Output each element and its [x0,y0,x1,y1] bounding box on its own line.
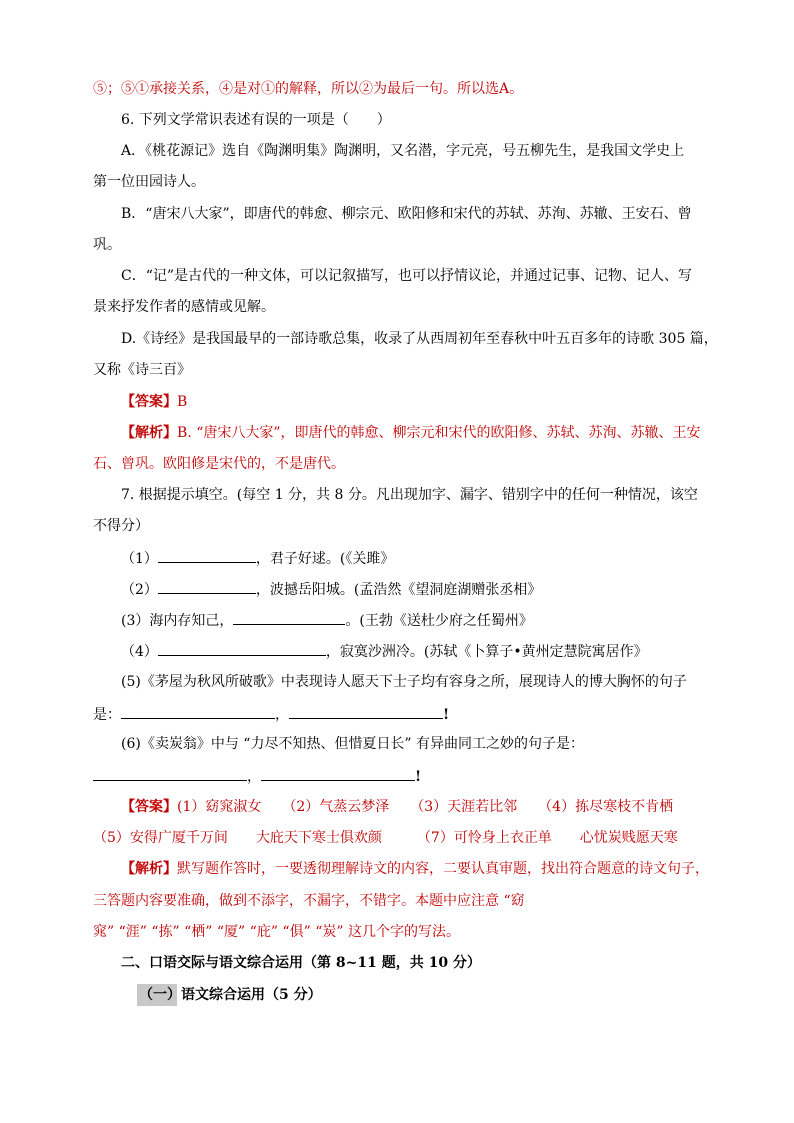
blank-2[interactable] [158,578,256,594]
q6-option-c-cont: 景来抒发作者的感情或见解。 [93,299,275,315]
analysis-text: 默写题作答时，一要透彻理解诗文的内容，二要认真审题，找出符合题意的诗文句子， [177,861,709,877]
q7-item-6-blanks [93,765,704,787]
q7-stem-cont: 不得分） [93,518,149,534]
q6-option-a-cont: 第一位田园诗人。 [93,174,205,190]
q6-option-b-cont: 巩。 [93,237,121,253]
item-number: （2） [121,582,158,598]
blank-5a[interactable] [121,703,275,719]
item-text: ，君子好逑。(《关雎》 [255,551,395,567]
exclamation: ! [415,769,422,785]
item-number: （4） [121,644,158,660]
q7-item-1 [121,547,704,569]
q7-item-3 [121,609,704,631]
blank-6a[interactable] [93,765,247,781]
sub-text: 语文综合运用（5 分） [181,987,322,1003]
q7-item-2 [121,578,704,600]
item-text: ，寂寞沙洲冷。(苏轼《卜算子•黄州定慧院寓居作》 [325,644,648,660]
q6-option-d: D.《诗经》是我国最早的一部诗歌总集，收录了从西周初年至春秋中叶五百多年的诗歌 305 篇， [121,331,718,347]
q6-analysis [121,423,704,443]
comma: ， [275,707,289,723]
analysis-tag: 【解析】 [121,425,177,441]
q6-option-a: A．《桃花源记》选自《陶渊明集》陶渊明，又名潜，字元亮，号五柳先生，是我国文学史上 [121,143,685,159]
q7-analysis [121,859,709,879]
blank-5b[interactable] [289,703,443,719]
q7-item-5: (5)《茅屋为秋风所破歌》中表现诗人愿天下士子均有容身之所，展现诗人的博大胸怀的句子 [121,674,687,690]
answer-text: B [177,394,188,410]
section-2-subheading [139,985,704,1005]
q7-answer [121,797,704,817]
blank-4[interactable] [158,640,326,656]
q7-answer-cont: （5）安得广厦千万间 大庇天下寒士俱欢颜 （7）可怜身上衣正单 心忧炭贱愿天寒 [93,830,678,846]
q7-item-6: (6)《卖炭翁》中与 “力尽不知热、但惜夏日长” 有异曲同工之妙的句子是： [121,736,585,752]
q7-analysis-cont-2: 窕” “涯” “拣” “栖” “厦” “庇” “俱” “炭” 这几个字的写法。 [93,924,460,940]
item-prefix: 是： [93,707,121,723]
item-text: ，波撼岳阳城。(孟浩然《望洞庭湖赠张丞相》 [255,582,542,598]
blank-1[interactable] [158,547,256,563]
q6-option-b: B．“唐宋八大家”，即唐代的韩愈、柳宗元、欧阳修和宋代的苏轼、苏洵、苏辙、王安石、曾 [121,206,692,222]
answer-text: (1）窈窕淑女 （2）气蒸云梦泽 （3）天涯若比邻 （4）拣尽寒枝不肯栖 [177,799,674,815]
sub-label: （一） [139,987,181,1003]
comma: ， [247,769,261,785]
q5-analysis-tail: ⑤；⑤①承接关系，④是对①的解释，所以②为最后一句。所以选A。 [93,81,524,97]
item-number: （1） [121,551,158,567]
analysis-tag: 【解析】 [121,861,177,877]
q7-item-4 [121,640,704,662]
q6-option-d-cont: 又称《诗三百》 [93,362,191,378]
exclamation: ! [443,707,450,723]
answer-tag: 【答案】 [121,394,177,410]
item-text: 。(王勃《送杜少府之任蜀州》 [345,613,533,629]
analysis-text: B. “唐宋八大家”，即唐代的韩愈、柳宗元和宋代的欧阳修、苏轼、苏洵、苏辙、王安 [177,425,701,441]
q7-item-5-blanks [93,703,704,725]
section-2-heading: 二、口语交际与语文综合运用（第 8~11 题，共 10 分） [121,955,481,971]
q6-answer [121,392,704,412]
q6-analysis-cont: 石、曾巩。欧阳修是宋代的，不是唐代。 [93,456,345,472]
q7-analysis-cont-1: 三答题内容要准确，做到不添字，不漏字，不错字。本题中应注意 “窈 [93,893,525,909]
item-prefix: (3）海内存知己， [121,613,234,629]
answer-tag: 【答案】 [121,799,177,815]
q6-stem: 6. 下列文学常识表述有误的一项是（ ） [121,112,391,128]
q7-stem: 7. 根据提示填空。(每空 1 分，共 8 分。凡出现加字、漏字、错别字中的任何一种情况，该空 [121,487,698,503]
blank-3[interactable] [233,609,345,625]
blank-6b[interactable] [261,765,415,781]
q6-option-c: C．“记”是古代的一种文体，可以记叙描写，也可以抒情议论，并通过记事、记物、记人、写 [121,268,693,284]
